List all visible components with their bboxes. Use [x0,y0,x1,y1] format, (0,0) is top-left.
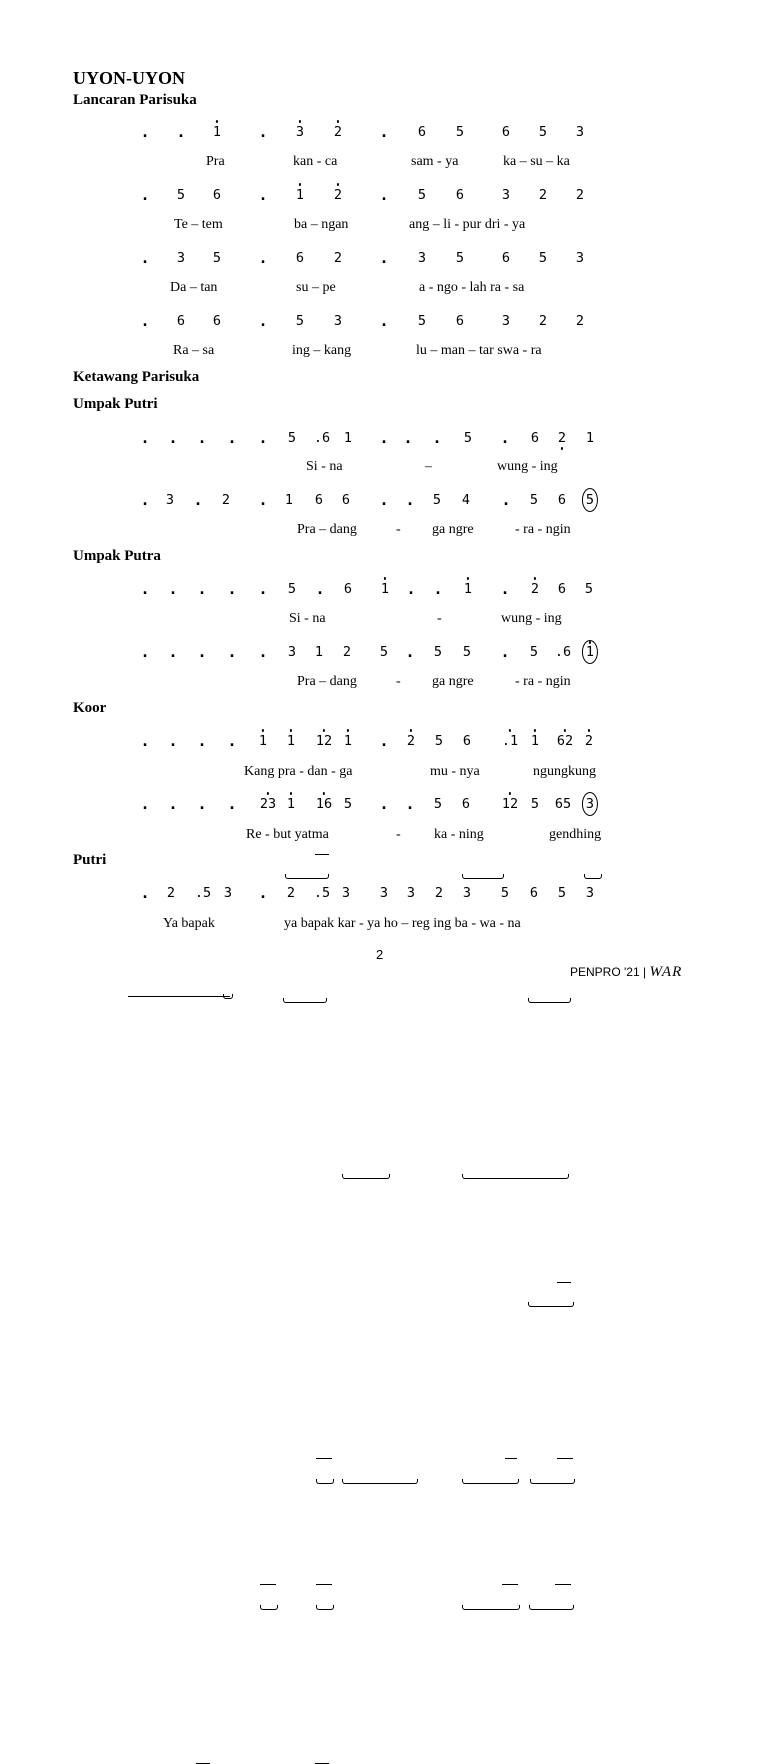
note: . [140,249,150,267]
overline [502,1584,518,1585]
note: 62 [557,729,573,753]
notation-line [0,792,768,816]
note: . [405,643,415,661]
note: 5 [417,313,427,329]
gatra-bracket [462,874,504,879]
gong-note: 1 [582,640,598,664]
note: . [403,429,413,447]
note: 3 [176,250,186,266]
note: . [176,123,186,141]
lyric: Si - na [289,611,326,626]
lyric: wung - ing [501,611,562,626]
note: 12 [502,792,518,816]
note: 2 [434,885,444,901]
notation-line [0,183,768,207]
lyric-line [0,521,768,539]
signature: WAR [649,964,683,980]
lyric: ga ngre [432,674,474,689]
note: 16 [316,792,332,816]
note: . [379,795,389,813]
note: 65 [554,796,572,812]
note: . [140,884,150,902]
note: 5 [417,187,427,203]
note: 5 [538,250,548,266]
lyric: wung - ing [497,459,558,474]
note: 3 [333,313,343,329]
note: 1 [213,120,221,144]
gatra-bracket [462,1174,569,1179]
gatra-bracket [530,1479,575,1484]
lyric: Da – tan [170,280,218,295]
note: 6 [529,885,539,901]
lyric: - [437,611,442,626]
note: . [140,312,150,330]
gong-line [128,996,230,997]
lyric: Pra [206,154,225,169]
note: 5 [432,492,442,508]
lyric-line [0,826,768,844]
note: 5 [584,581,594,597]
note: 1 [343,430,353,446]
note: 5 [462,644,472,660]
note: 3 [341,885,351,901]
gatra-bracket [528,1302,574,1307]
note: . [197,580,207,598]
lyric: - [396,522,401,537]
lyric: ing – kang [292,343,352,358]
notation-line [0,309,768,333]
note: . [500,429,510,447]
note: .6 [554,644,572,660]
note: 1 [287,792,295,816]
page-number: 2 [376,947,384,962]
gatra-bracket [342,1174,390,1179]
lyric: Ra – sa [173,343,215,358]
note: . [140,491,150,509]
notation-line [0,246,768,270]
lyric: ka - ning [434,827,484,842]
lyric: mu - nya [430,764,480,779]
note: 1 [381,577,389,601]
note: . [379,186,389,204]
overline [315,854,329,855]
notation-line [0,426,768,450]
gatra-bracket [316,1605,334,1610]
note: 3 [296,120,304,144]
overline [557,1282,571,1283]
overline [555,1584,571,1585]
note: 1 [287,729,295,753]
note: 2 [538,187,548,203]
note: 3 [406,885,416,901]
note: 6 [212,313,222,329]
note: 6 [176,313,186,329]
note: 3 [585,885,595,901]
note: 1 [531,729,539,753]
note: . [379,429,389,447]
note: 6 [341,492,351,508]
note: . [168,429,178,447]
lyric: Pra – dang [297,522,357,537]
note: . [140,580,150,598]
note: 3 [379,885,389,901]
lyric-line [0,915,768,933]
notation-line [0,640,768,664]
note: 6 [557,492,567,508]
note: . [379,491,389,509]
lyric-line [0,610,768,628]
lyric: - ra - ngin [515,522,571,537]
gong-note: 5 [582,488,598,512]
note: . [258,186,268,204]
note: 5 [343,796,353,812]
note: . [258,312,268,330]
page-title: UYON-UYON [73,68,185,88]
lyric: su – pe [296,280,336,295]
note: . [140,186,150,204]
lyric: sam - ya [411,154,459,169]
note: 6 [462,733,472,749]
note: 5 [538,124,548,140]
note: . [227,643,237,661]
note: . [168,732,178,750]
note: 5 [433,796,443,812]
note: 5 [287,430,297,446]
note: 5 [529,644,539,660]
gatra-bracket [342,1479,418,1484]
note: 3 [223,885,233,901]
note: . [258,580,268,598]
note: 5 [287,581,297,597]
note: . [227,732,237,750]
note: 1 [296,183,304,207]
note: 2 [538,313,548,329]
lyric-line [0,153,768,171]
note: 5 [530,796,540,812]
note: 5 [463,430,473,446]
lyric: ba – ngan [294,217,349,232]
note: . [258,491,268,509]
lyric: Si - na [306,459,343,474]
note: . [197,429,207,447]
note: . [140,732,150,750]
lyric-line [0,763,768,781]
section-heading: Koor [73,700,107,716]
note: 6 [557,581,567,597]
gatra-bracket [316,1479,334,1484]
note: . [379,732,389,750]
note: . [140,795,150,813]
note: . [500,580,510,598]
notation-line [0,729,768,753]
note: 5 [434,733,444,749]
notation-line [0,577,768,601]
note: 2 [221,492,231,508]
note: . [432,429,442,447]
gong-note: 3 [582,792,598,816]
lyric: Pra – dang [297,674,357,689]
note: 1 [585,430,595,446]
note: 6 [212,187,222,203]
lyric: ya bapak kar - ya ho – reg ing ba - wa - na [284,916,521,931]
note: . [258,429,268,447]
note: 2 [166,885,176,901]
note: 6 [455,187,465,203]
note: . [379,123,389,141]
footer-text: PENPRO '21 | [570,965,647,979]
note: 3 [287,644,297,660]
lyric: Te – tem [174,217,223,232]
gatra-bracket [223,994,233,999]
note: 6 [461,796,471,812]
note: 12 [316,729,332,753]
lyric: Kang pra - dan - ga [244,764,353,779]
note: 6 [530,430,540,446]
note: . [168,643,178,661]
note: . [405,491,415,509]
overline [505,1458,517,1459]
note: . [379,312,389,330]
gatra-bracket [260,1605,278,1610]
gatra-bracket [462,1605,520,1610]
lyric: gendhing [549,827,602,842]
note: . [193,491,203,509]
note: . [315,580,325,598]
note: 3 [575,124,585,140]
lyric: ngungkung [533,764,596,779]
gatra-bracket [285,874,329,879]
gatra-bracket [528,998,571,1003]
note: . [197,795,207,813]
lyric: kan - ca [293,154,338,169]
note: 4 [461,492,471,508]
note: 5 [500,885,510,901]
note: 3 [501,187,511,203]
note: . [227,795,237,813]
gatra-bracket [584,874,602,879]
note: . [379,249,389,267]
note: 1 [284,492,294,508]
lyric: ang – li - pur dri - ya [409,217,526,232]
section-heading: Umpak Putra [73,548,161,564]
lyric: a - ngo - lah ra - sa [419,280,525,295]
footer [570,964,682,981]
note: 5 [455,124,465,140]
note: . [258,884,268,902]
note: 6 [501,124,511,140]
note: 5 [529,492,539,508]
note: 3 [417,250,427,266]
note: 6 [295,250,305,266]
note: 2 [531,577,539,601]
note: 2 [334,120,342,144]
notation-line [0,488,768,512]
gatra-bracket [529,1605,574,1610]
note: .6 [313,430,331,446]
note: .5 [313,885,331,901]
note: . [405,795,415,813]
note: . [258,249,268,267]
note: 6 [455,313,465,329]
note: 2 [407,729,415,753]
note: 6 [314,492,324,508]
note: 5 [295,313,305,329]
lyric-line [0,673,768,691]
note: . [140,429,150,447]
lyric: – [425,459,432,474]
note: . [258,643,268,661]
section-heading: Putri [73,852,107,868]
note: . [168,795,178,813]
note: 23 [260,792,276,816]
note: 2 [286,885,296,901]
note: 2 [575,187,585,203]
note: 5 [557,885,567,901]
note: 1 [259,729,267,753]
gatra-bracket [462,1479,519,1484]
notation-line [0,881,768,905]
lyric: ga ngre [432,522,474,537]
note: 1 [314,644,324,660]
overline [316,1458,332,1459]
lyric: Re - but yatma [246,827,329,842]
note: 3 [462,885,472,901]
note: . [140,643,150,661]
note: . [227,429,237,447]
note: . [258,123,268,141]
overline [260,1584,276,1585]
lyric-line [0,279,768,297]
note: . [227,580,237,598]
overline [316,1584,332,1585]
note: 5 [433,644,443,660]
note: 1 [464,577,472,601]
note: 3 [501,313,511,329]
note: 5 [379,644,389,660]
note: 6 [501,250,511,266]
note: . [501,491,511,509]
note: . [500,643,510,661]
note: 6 [417,124,427,140]
note: . [168,580,178,598]
section-heading: Umpak Putri [73,396,158,412]
notation-line [0,120,768,144]
lyric: - ra - ngin [515,674,571,689]
note: . [197,732,207,750]
note: 6 [343,581,353,597]
note: . [433,580,443,598]
note: 2 [334,183,342,207]
note: . [406,580,416,598]
lyric-line [0,216,768,234]
lyric: Ya bapak [163,916,215,931]
note: .1 [502,729,518,753]
note: 1 [344,729,352,753]
note: 2 [585,729,593,753]
note: 2 [558,426,566,450]
note: 5 [176,187,186,203]
lyric-line [0,342,768,360]
overline [557,1458,573,1459]
note: .5 [194,885,212,901]
note: 2 [342,644,352,660]
section-heading: Ketawang Parisuka [73,369,200,385]
note: 3 [575,250,585,266]
lyric: - [396,674,401,689]
note: 5 [212,250,222,266]
gatra-bracket [283,998,327,1003]
note: 2 [333,250,343,266]
section-heading: Lancaran Parisuka [73,92,197,108]
note: . [197,643,207,661]
lyric: lu – man – tar swa - ra [416,343,542,358]
note: . [140,123,150,141]
lyric-line [0,458,768,476]
note: 3 [165,492,175,508]
lyric: ka – su – ka [503,154,570,169]
note: 5 [455,250,465,266]
note: 2 [575,313,585,329]
lyric: - [396,827,401,842]
